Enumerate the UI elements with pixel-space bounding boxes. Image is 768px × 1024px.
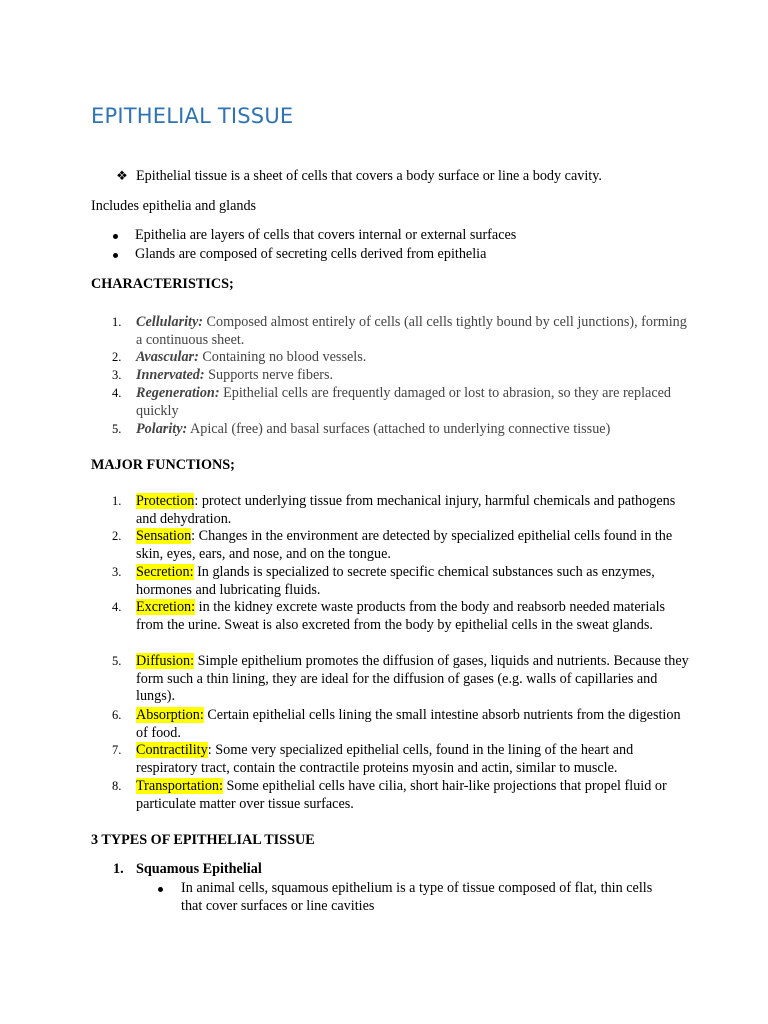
- function-term: Secretion:: [136, 564, 194, 580]
- function-term: Contractility: [136, 742, 208, 758]
- type-number: 1.: [113, 861, 124, 877]
- characteristic-term: Cellularity:: [136, 314, 203, 330]
- page-title: EPITHELIAL TISSUE: [91, 104, 294, 128]
- types-heading: 3 TYPES OF EPITHELIAL TISSUE: [91, 832, 315, 848]
- bullet-dot-icon: [113, 234, 118, 239]
- diamond-bullet-icon: ❖: [116, 169, 128, 184]
- characteristic-term: Regeneration:: [136, 385, 220, 401]
- function-term: Transportation:: [136, 778, 223, 794]
- function-term: Absorption:: [136, 707, 204, 723]
- characteristic-term: Innervated:: [136, 367, 205, 383]
- function-term: Protection: [136, 493, 195, 509]
- characteristics-heading: CHARACTERISTICS;: [91, 276, 234, 292]
- type-label: Squamous Epithelial: [136, 861, 262, 877]
- bullet-dot-icon: [113, 253, 118, 258]
- functions-heading: MAJOR FUNCTIONS;: [91, 457, 235, 473]
- document-page: EPITHELIAL TISSUE ❖ Epithelial tissue is a sheet of cells that covers a body surface or line a body cavity. Includes epithelia and glands Epithelia are layers of cells that covers internal or external surfaces Glands are composed of secreting cells derived from epithelia CHARACTERISTICS; 1. Cellularity: Composed almost entirely of cells (all cells tightly bound by cell junctions), forming a continuous sheet. 2. Avascular: Containing no blood vessels. 3. Innervated: Supports nerve fibers. 4. Regeneration: Epithelial cells are frequently damaged or lost to abrasion, so they are replaced quickly 5. Polarity: Apical (free) and basal surfaces (attached to underlying connective tissue) MAJOR FUNCTIONS; 1. Protection: protect underlying tissue from mechanical injury, harmful chemicals and pathogens and dehydration. 2. Sensation: Changes in the environment are detected by specialized epithelial cells found in the skin, eyes, ears, and nose, and on the tongue. 3. Secretion: In glands is specialized to secrete specific chemical substances such as enzymes, hormones and lubricating fluids. 4. Excretion: in the kidney excrete waste products from the body and reabsorb needed materials from the urine. Sweat is also excreted from the body by epithelial cells in the sweat glands. 5. Diffusion: Simple epithelium promotes the diffusion of gases, liquids and nutrients. Because they form such a thin lining, they are ideal for the diffusion of gases (e.g. walls of capillaries and lungs). 6. Absorption: Certain epithelial cells lining the small intestine absorb nutrients from the digestion of food. 7. Contractility: Some very specialized epithelial cells, found in the lining of the heart and respiratory tract, contain the contractile proteins myosin and actin, similar to muscle. 8. Transportation: Some epithelial cells have cilia, short hair-like projections that propel fluid or particulate matter over tissue surfaces. 3 TYPES OF EPITHELIAL TISSUE 1. Squamous Epithelial In animal cells, squamous epithelium is a type of tissue composed of flat, thin cells that cover surfaces or line cavities: [91, 104, 689, 914]
- function-term: Diffusion:: [136, 653, 195, 669]
- characteristic-term: Avascular:: [136, 349, 199, 365]
- includes-line: Includes epithelia and glands: [91, 198, 257, 214]
- intro-bullet-text: Epithelial tissue is a sheet of cells that covers a body surface or line a body cavity.: [136, 168, 602, 184]
- characteristic-term: Polarity:: [136, 421, 188, 437]
- function-term: Sensation: [136, 528, 192, 544]
- function-term: Excretion:: [136, 599, 196, 615]
- bullet-dot-icon: [158, 887, 163, 892]
